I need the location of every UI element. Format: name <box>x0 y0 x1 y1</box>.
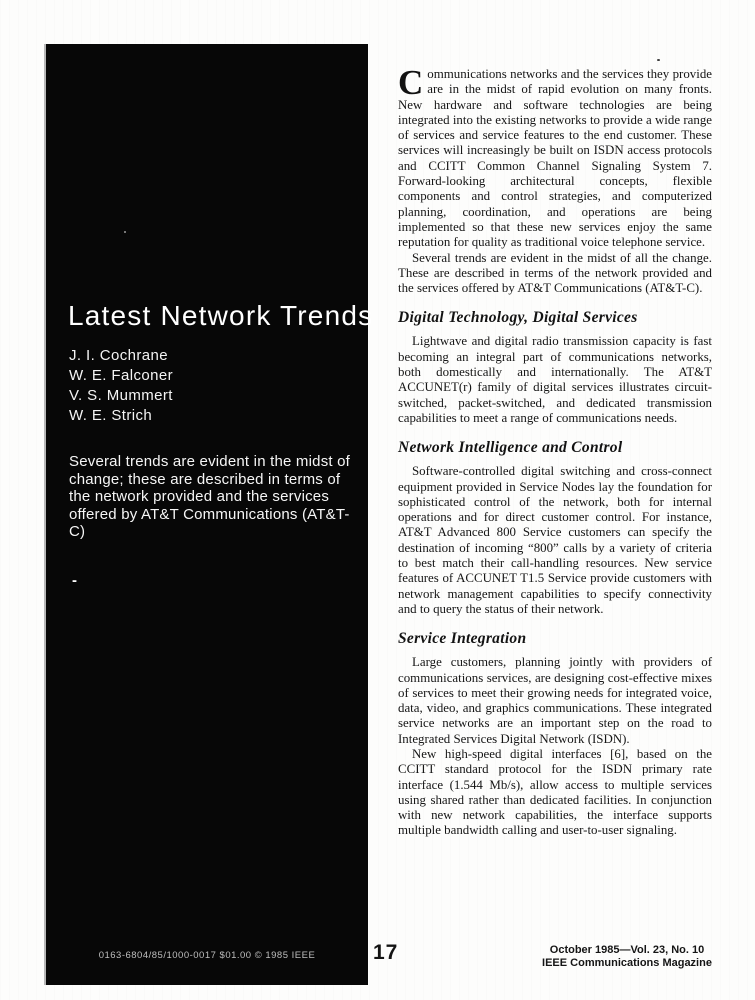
section-heading-network-intelligence: Network Intelligence and Control <box>398 439 623 457</box>
section-paragraph: Lightwave and digital radio transmission capacity is fast becoming an integral part of communications networks, both domestically and internationally. The AT&T ACCUNET(r) family of digital services illustrates circuit-switched, packet-switched, and dedicated transmission capabilities to meet a range of communications needs. <box>398 334 712 425</box>
page-number: 17 <box>373 941 399 964</box>
issue-line: October 1985—Vol. 23, No. 10 <box>549 944 705 956</box>
section-heading-digital-technology: Digital Technology, Digital Services <box>398 309 638 327</box>
article-column <box>398 63 712 839</box>
intro-paragraph-2: Several trends are evident in the midst of all the change. These are described in terms of the network provided and the services offered by AT&T Communications (AT&T-C). <box>398 250 712 296</box>
article-title: Latest Network Trends <box>68 300 374 331</box>
section-paragraph: New high-speed digital interfaces [6], based on the CCITT standard protocol for the ISDN primary rate interface (1.544 Mb/s), allow access to multiple services using shared rather than dedicated facilities. In conjunction with new network capabilities, the interface supports multiple bandwidth calling and user-to-user signaling. <box>398 746 712 838</box>
copyright-line: 0163-6804/85/1000-0017 $01.00 © 1985 IEEE <box>98 950 316 961</box>
drop-cap: C <box>398 63 424 102</box>
stray-scan-mark: - <box>72 572 77 589</box>
scan-noise-speck <box>657 59 660 61</box>
author-name: W. E. Strich <box>69 407 153 424</box>
journal-footer <box>532 944 722 970</box>
magazine-line: IEEE Communications Magazine <box>542 957 712 969</box>
intro-paragraph-1-text: ommunications networks and the services they provide are in the midst of rapid evolution on many fronts. New hardware and software technologies are being integrated into the existing networks to provide a wide range of services and service features to the end customer. These services will increasingly be built on ISDN access protocols and CCITT Common Channel Signaling System 7. Forward-looking architectural concepts, flexible components and control strategies, and computerized planning, coordination, and operations are being implemented so that these new services enjoy the same reputation for quality as traditional voice telephone service. <box>398 67 712 250</box>
author-list <box>69 346 173 426</box>
author-name: V. S. Mummert <box>69 387 173 404</box>
scan-noise-speck <box>124 231 126 233</box>
author-name: W. E. Falconer <box>69 367 173 384</box>
author-name: J. I. Cochrane <box>69 347 168 364</box>
abstract-text: Several trends are evident in the midst of change; these are described in terms of the network provided and the services offered by AT&T Communications (AT&T-C) <box>69 453 351 541</box>
section-heading-service-integration: Service Integration <box>398 630 527 648</box>
intro-paragraph-1 <box>398 63 712 251</box>
section-paragraph: Software-controlled digital switching and cross-connect equipment provided in Service Nodes lay the foundation for sophisticated control of the network, both for internal operations and for direct customer control. For instance, AT&T Advanced 800 Service customers can specify the destination of incoming “800” calls by a variety of criteria to best match their call-handling resources. New service features of ACCUNET T1.5 Service provide customers with network management capabilities to specify connectivity and to query the status of their network. <box>398 464 712 616</box>
title-panel <box>44 44 374 985</box>
section-paragraph: Large customers, planning jointly with providers of communications services, are designing cost-effective mixes of services to meet their growing needs for integrated voice, data, video, and graphics communications. These integrated service networks are an important step on the road to Integrated Services Digital Network (ISDN). <box>398 655 712 746</box>
